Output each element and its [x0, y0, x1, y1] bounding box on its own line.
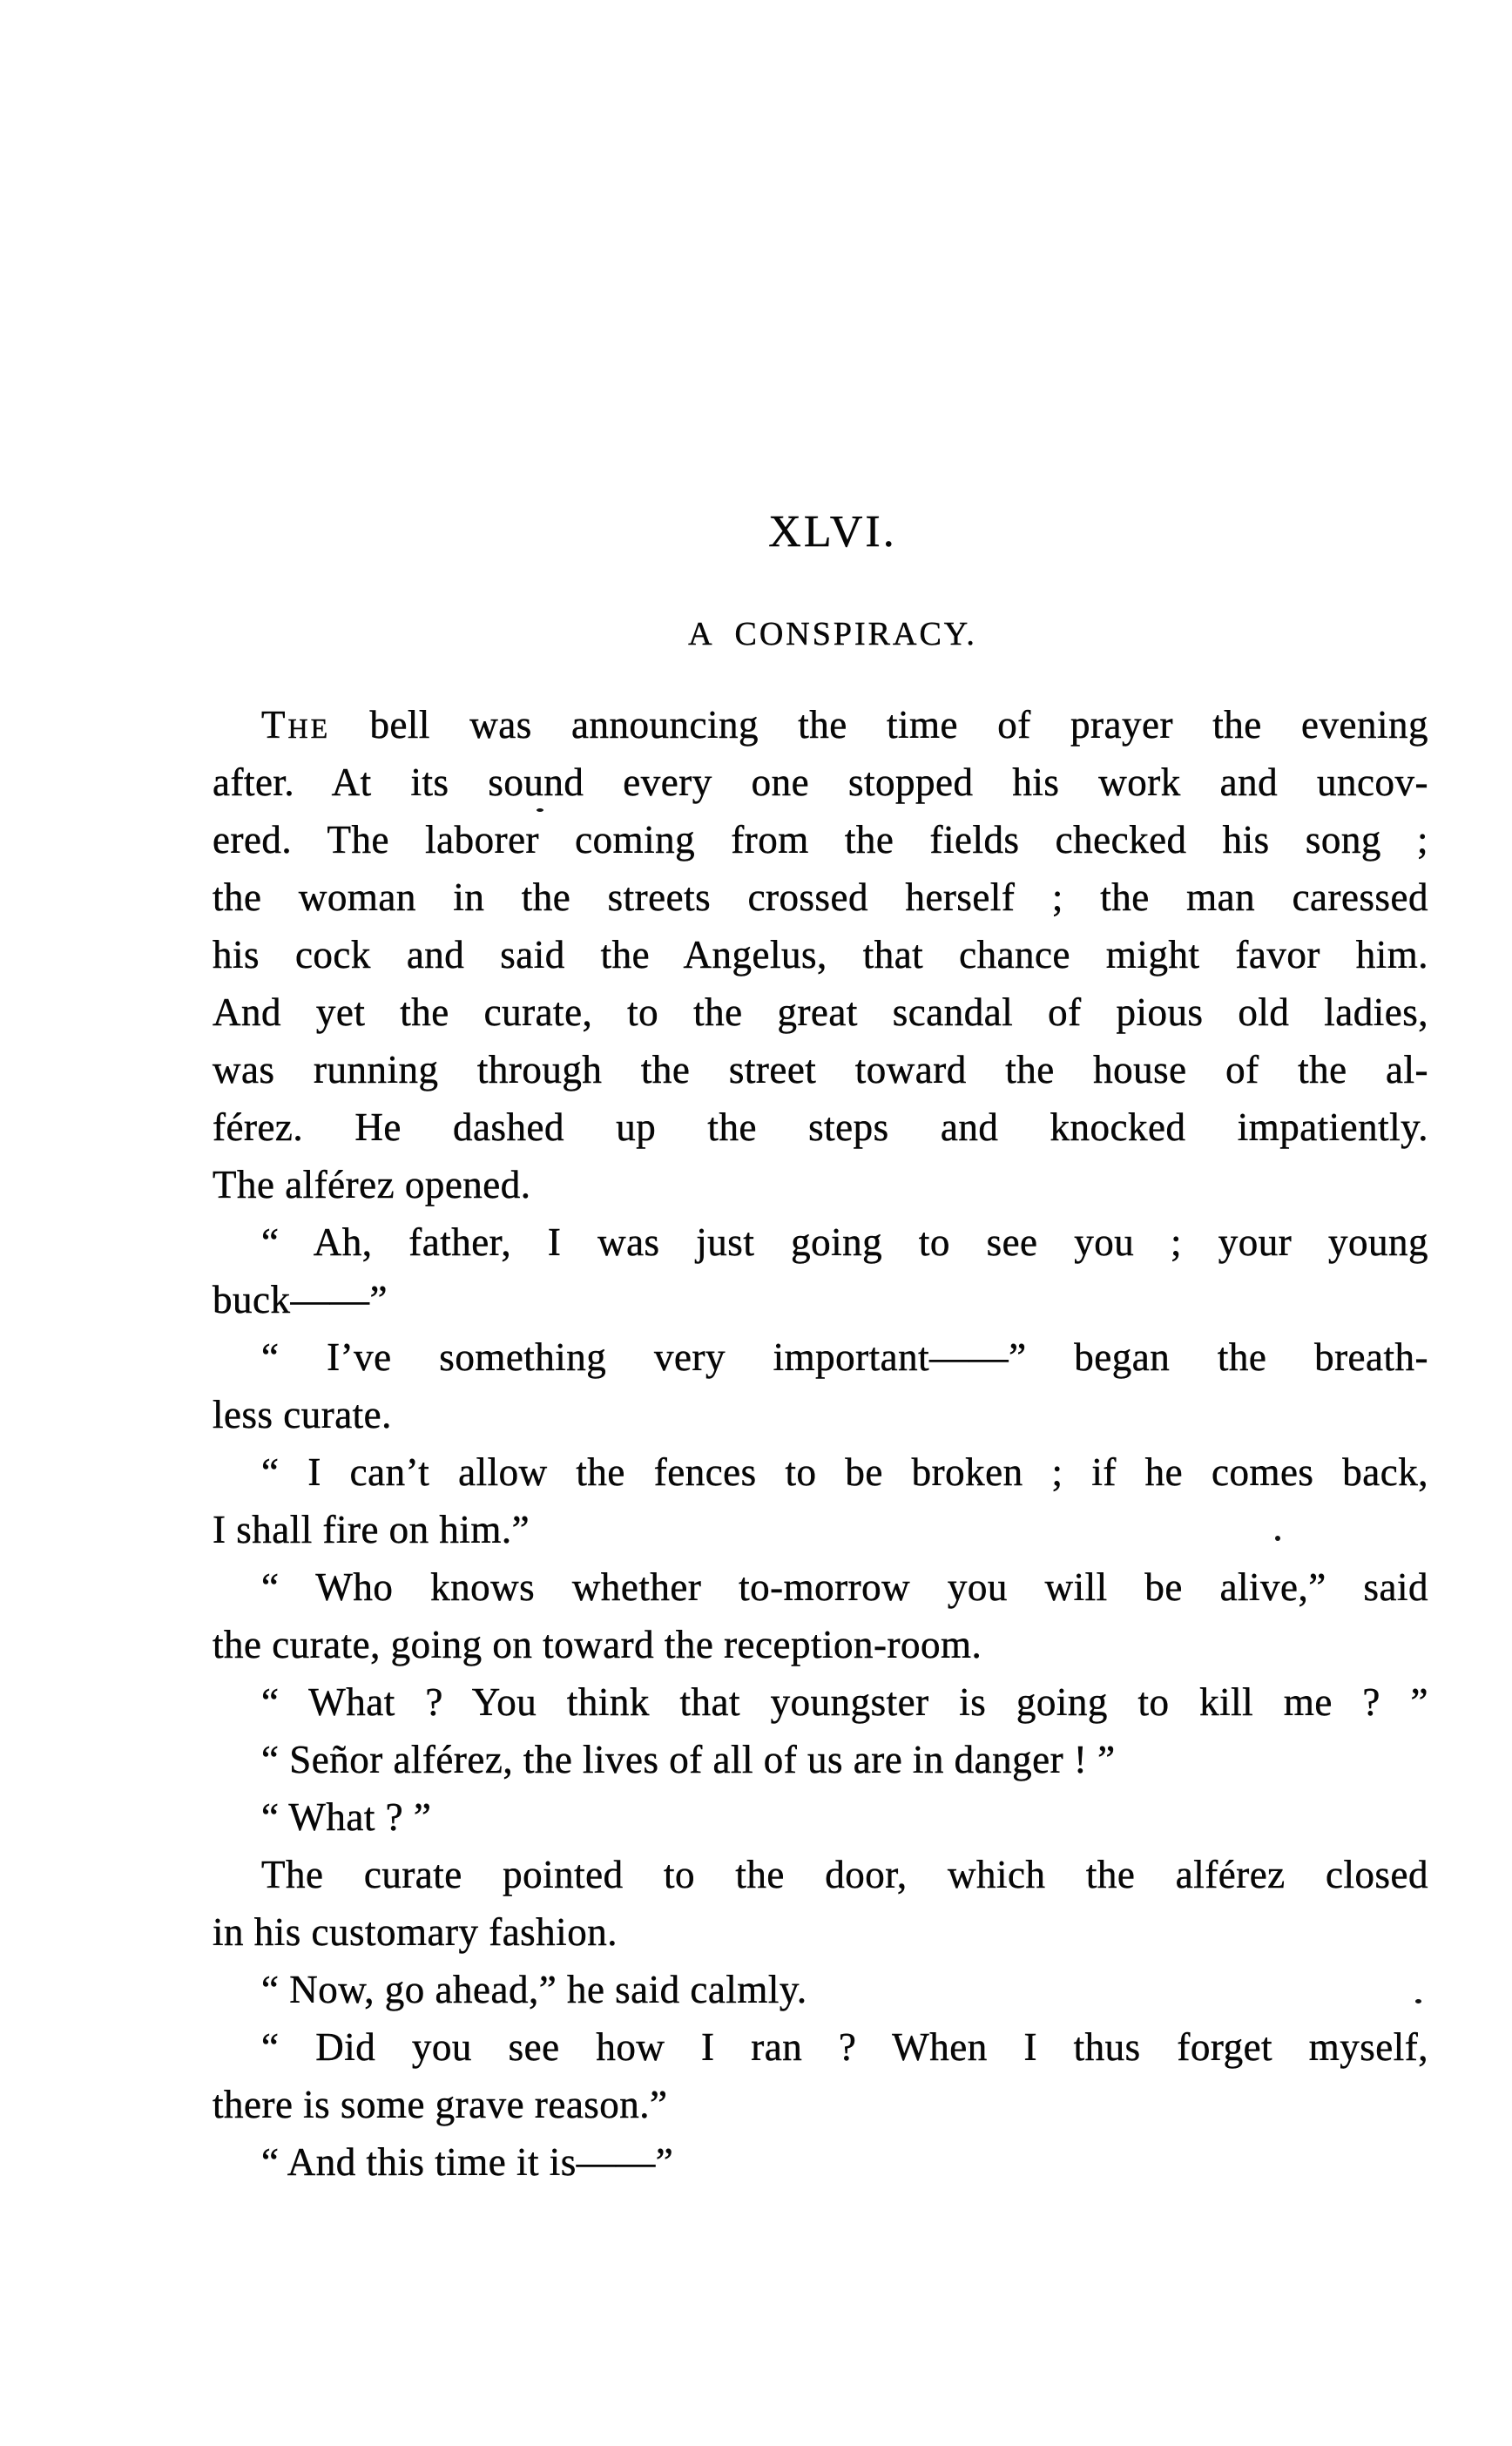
text-line: “ I’ve something very important——” began the breath-: [261, 1335, 1428, 1379]
text-line: in his customary fashion.: [213, 1910, 618, 1954]
text-line: férez. He dashed up the steps and knocked impatiently.: [213, 1105, 1428, 1149]
ink-speck: [1275, 1536, 1280, 1541]
chapter-title: A CONSPIRACY.: [688, 616, 977, 652]
text-line: “ Señor alférez, the lives of all of us are in danger ! ”: [261, 1738, 1116, 1781]
text-line: there is some grave reason.”: [213, 2083, 668, 2126]
chapter-body-text: [213, 696, 1428, 2191]
smallcaps-lead-word: The: [261, 703, 331, 747]
ink-speck: [537, 808, 543, 812]
text-line: “ What ? You think that youngster is going to kill me ? ”: [261, 1680, 1428, 1724]
text-line: “ What ? ”: [261, 1795, 432, 1839]
text-line: And yet the curate, to the great scandal of pious old ladies,: [213, 990, 1428, 1034]
text-line: I shall fire on him.”: [213, 1508, 530, 1551]
text-line: The alférez opened.: [213, 1163, 531, 1206]
chapter-number: XLVI.: [768, 507, 897, 557]
text-line: after. At its sound every one stopped his work and uncov-: [213, 760, 1428, 804]
ink-speck: [1415, 1999, 1421, 2003]
text-line: “ Who knows whether to-morrow you will be alive,” said: [261, 1565, 1428, 1609]
text-line: was running through the street toward the house of the al-: [213, 1048, 1428, 1091]
text-line: the woman in the streets crossed herself ; the man caressed: [213, 875, 1428, 919]
text-line: buck——”: [213, 1278, 388, 1321]
text-line: “ Ah, father, I was just going to see you ; your young: [261, 1220, 1428, 1264]
text-line: “ Did you see how I ran ? When I thus forget myself,: [261, 2025, 1428, 2069]
text-line: “ And this time it is——”: [261, 2140, 674, 2184]
text-line: “ I can’t allow the fences to be broken ; if he comes back,: [261, 1450, 1428, 1494]
text-line: The curate pointed to the door, which the alférez closed: [261, 1853, 1428, 1896]
text-line: less curate.: [213, 1393, 392, 1436]
text-line: the curate, going on toward the reception-room.: [213, 1623, 982, 1666]
text-line: his cock and said the Angelus, that chance might favor him.: [213, 933, 1428, 976]
text-line: “ Now, go ahead,” he said calmly.: [261, 1968, 807, 2011]
text-line: ered. The laborer coming from the fields checked his song ;: [213, 818, 1428, 862]
text-line: The bell was announcing the time of prayer the evening: [261, 703, 1428, 747]
